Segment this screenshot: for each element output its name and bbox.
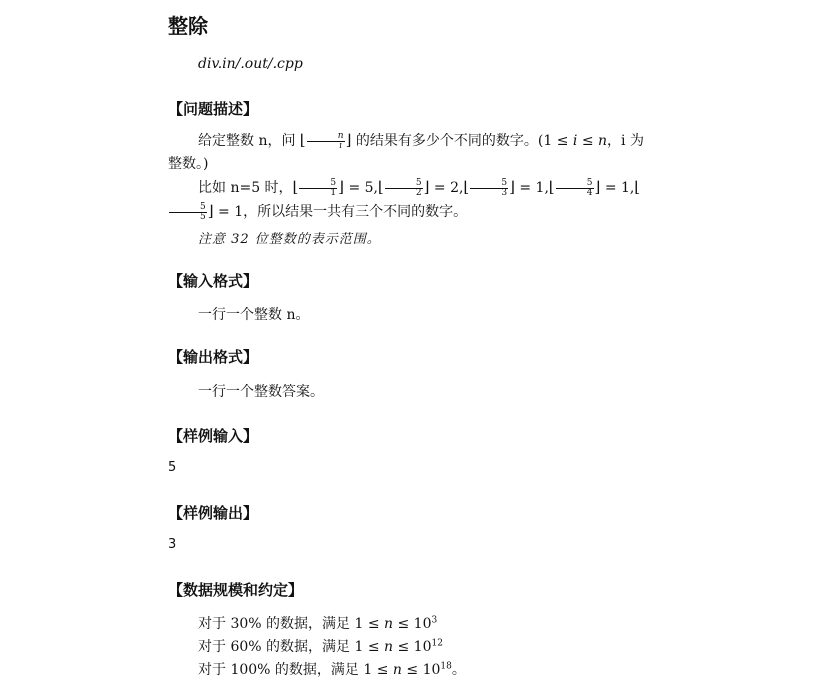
floor-left: ⌊ bbox=[292, 178, 299, 196]
floor-left: ⌊ bbox=[634, 178, 641, 196]
floor-result: = 1, bbox=[600, 180, 635, 196]
exponent: 3 bbox=[431, 615, 438, 626]
exponent: 18 bbox=[440, 661, 452, 672]
floor-left: ⌊ bbox=[299, 131, 306, 149]
input-format-heading: 【输入格式】 bbox=[168, 272, 259, 290]
floor-left: ⌊ bbox=[548, 178, 555, 196]
sample-input-heading: 【样例输入】 bbox=[168, 427, 259, 445]
page-title: 整除 bbox=[168, 14, 208, 38]
fraction-numerator: 5 bbox=[169, 203, 207, 213]
fraction-denominator: 3 bbox=[501, 187, 508, 198]
fraction-numerator: 5 bbox=[470, 179, 508, 189]
sample-output-heading: 【样例输出】 bbox=[168, 504, 259, 522]
fraction-denominator: 1 bbox=[330, 187, 337, 198]
math-variable: n bbox=[392, 662, 402, 678]
fraction-numerator: 5 bbox=[556, 179, 594, 189]
file-name: div.in/.out/.cpp bbox=[198, 56, 303, 72]
text-fragment: 对于 60% 的数据，满足 1 ≤ bbox=[198, 639, 385, 655]
fraction bbox=[299, 179, 337, 198]
floor-right: ⌋ bbox=[207, 202, 214, 220]
text-fragment: 对于 30% 的数据，满足 1 ≤ bbox=[198, 616, 385, 632]
floor-result: = 5, bbox=[344, 180, 379, 196]
text-fragment: ，所以结果一共有三个不同的数字。 bbox=[243, 204, 468, 220]
floor-right: ⌋ bbox=[594, 178, 601, 196]
fraction bbox=[385, 179, 423, 198]
floor-example bbox=[378, 177, 464, 198]
math-variable: n bbox=[598, 133, 608, 149]
input-format-text: 一行一个整数 n。 bbox=[198, 307, 310, 323]
description-paragraph-1 bbox=[168, 129, 648, 176]
constraint-item bbox=[198, 613, 437, 633]
fraction-denominator: i bbox=[339, 140, 343, 151]
range-note: 注意 32 位整数的表示范围。 bbox=[198, 232, 381, 247]
output-format-text: 一行一个整数答案。 bbox=[198, 384, 324, 400]
fraction-numerator: n bbox=[307, 132, 345, 142]
text-fragment: 。 bbox=[451, 662, 466, 678]
floor-left: ⌊ bbox=[378, 178, 384, 196]
fraction bbox=[470, 179, 508, 198]
fraction-denominator: 2 bbox=[415, 187, 422, 198]
floor-right: ⌋ bbox=[345, 131, 352, 149]
text-fragment: ≤ bbox=[577, 133, 599, 149]
text-fragment: ≤ 10 bbox=[393, 639, 432, 655]
floor-right: ⌋ bbox=[423, 178, 430, 196]
description-paragraph-2 bbox=[168, 176, 648, 224]
floor-result: = 1 bbox=[213, 204, 244, 220]
fraction-numerator: 5 bbox=[385, 179, 423, 189]
floor-example bbox=[292, 177, 379, 198]
text-fragment: 的结果有多少个不同的数字。(1 ≤ bbox=[351, 133, 573, 149]
fraction bbox=[307, 132, 345, 151]
floor-right: ⌋ bbox=[509, 178, 515, 196]
sample-output-value: 3 bbox=[168, 537, 177, 552]
fraction-denominator: 5 bbox=[200, 211, 206, 222]
math-variable: n bbox=[384, 639, 394, 655]
exponent: 12 bbox=[431, 638, 443, 649]
constraint-item bbox=[198, 659, 466, 679]
fraction bbox=[169, 203, 207, 222]
floor-example bbox=[548, 177, 635, 198]
fraction-numerator: 5 bbox=[299, 179, 337, 189]
fraction bbox=[556, 179, 594, 198]
floor-right: ⌋ bbox=[338, 178, 345, 196]
floor-left: ⌊ bbox=[463, 178, 470, 196]
floor-result: = 1, bbox=[514, 180, 549, 196]
text-fragment: ≤ 10 bbox=[393, 616, 432, 632]
sample-input-value: 5 bbox=[168, 460, 177, 475]
text-fragment: 对于 100% 的数据，满足 1 ≤ bbox=[198, 662, 393, 678]
output-format-heading: 【输出格式】 bbox=[168, 348, 259, 366]
math-variable: i bbox=[572, 133, 578, 149]
text-fragment: 比如 n=5 时， bbox=[198, 180, 293, 196]
description-heading: 【问题描述】 bbox=[168, 100, 259, 118]
text-fragment: ≤ 10 bbox=[401, 662, 441, 678]
text-fragment: 给定整数 n，问 bbox=[198, 133, 300, 149]
constraint-item bbox=[198, 636, 443, 656]
fraction-denominator: 4 bbox=[586, 187, 593, 198]
math-variable: n bbox=[384, 616, 394, 632]
floor-result: = 2, bbox=[429, 180, 464, 196]
constraints-heading: 【数据规模和约定】 bbox=[168, 581, 304, 599]
floor-example bbox=[463, 177, 549, 198]
text-fragment: ，i 为整数。) bbox=[168, 133, 644, 172]
